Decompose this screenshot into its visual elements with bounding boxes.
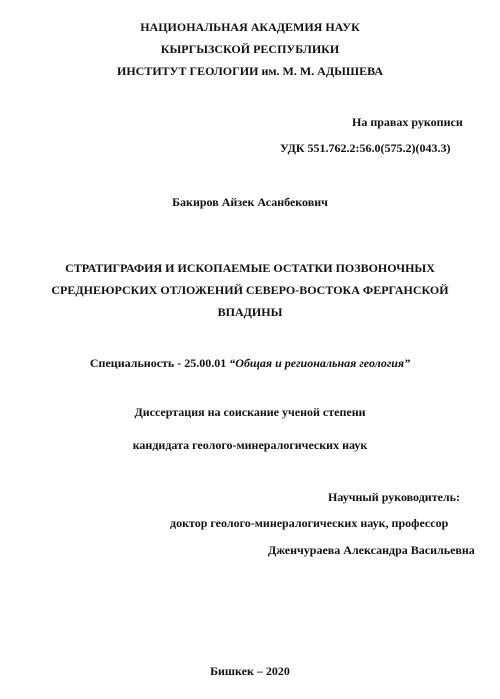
header-republic: КЫРГЫЗСКОЙ РЕСПУБЛИКИ	[160, 42, 340, 56]
udk-code: УДК 551.762.2:56.0(575.2)(043.3)	[280, 141, 451, 155]
manuscript-note: На правах рукописи	[352, 115, 463, 129]
title-line-1: СТРАТИГРАФИЯ И ИСКОПАЕМЫЕ ОСТАТКИ ПОЗВОНОЧНЫХ	[65, 261, 435, 275]
place-year: Бишкек – 2020	[210, 664, 290, 678]
specialty-name: “Общая и региональная геология”	[229, 356, 411, 370]
title-line-3: ВПАДИНЫ	[217, 305, 283, 319]
supervisor-degree: доктор геолого-минералогических наук, профессор	[170, 516, 449, 530]
header-academy: НАЦИОНАЛЬНАЯ АКАДЕМИЯ НАУК	[140, 20, 360, 34]
header-institute: ИНСТИТУТ ГЕОЛОГИИ им. М. М. АДЫШЕВА	[117, 64, 383, 78]
title-line-2: СРЕДНЕЮРСКИХ ОТЛОЖЕНИЙ СЕВЕРО-ВОСТОКА ФЕРГАНСКОЙ	[51, 283, 449, 297]
specialty-code: Специальность - 25.00.01	[89, 356, 230, 370]
specialty-line	[0, 356, 500, 370]
degree-line-1: Диссертация на соискание ученой степени	[134, 405, 366, 419]
degree-line-2: кандидата геолого-минералогических наук	[132, 438, 368, 452]
supervisor-name: Дженчураева Александра Васильевна	[268, 543, 475, 557]
supervisor-label: Научный руководитель:	[328, 490, 460, 504]
author-name: Бакиров Айзек Асанбекович	[172, 195, 328, 209]
